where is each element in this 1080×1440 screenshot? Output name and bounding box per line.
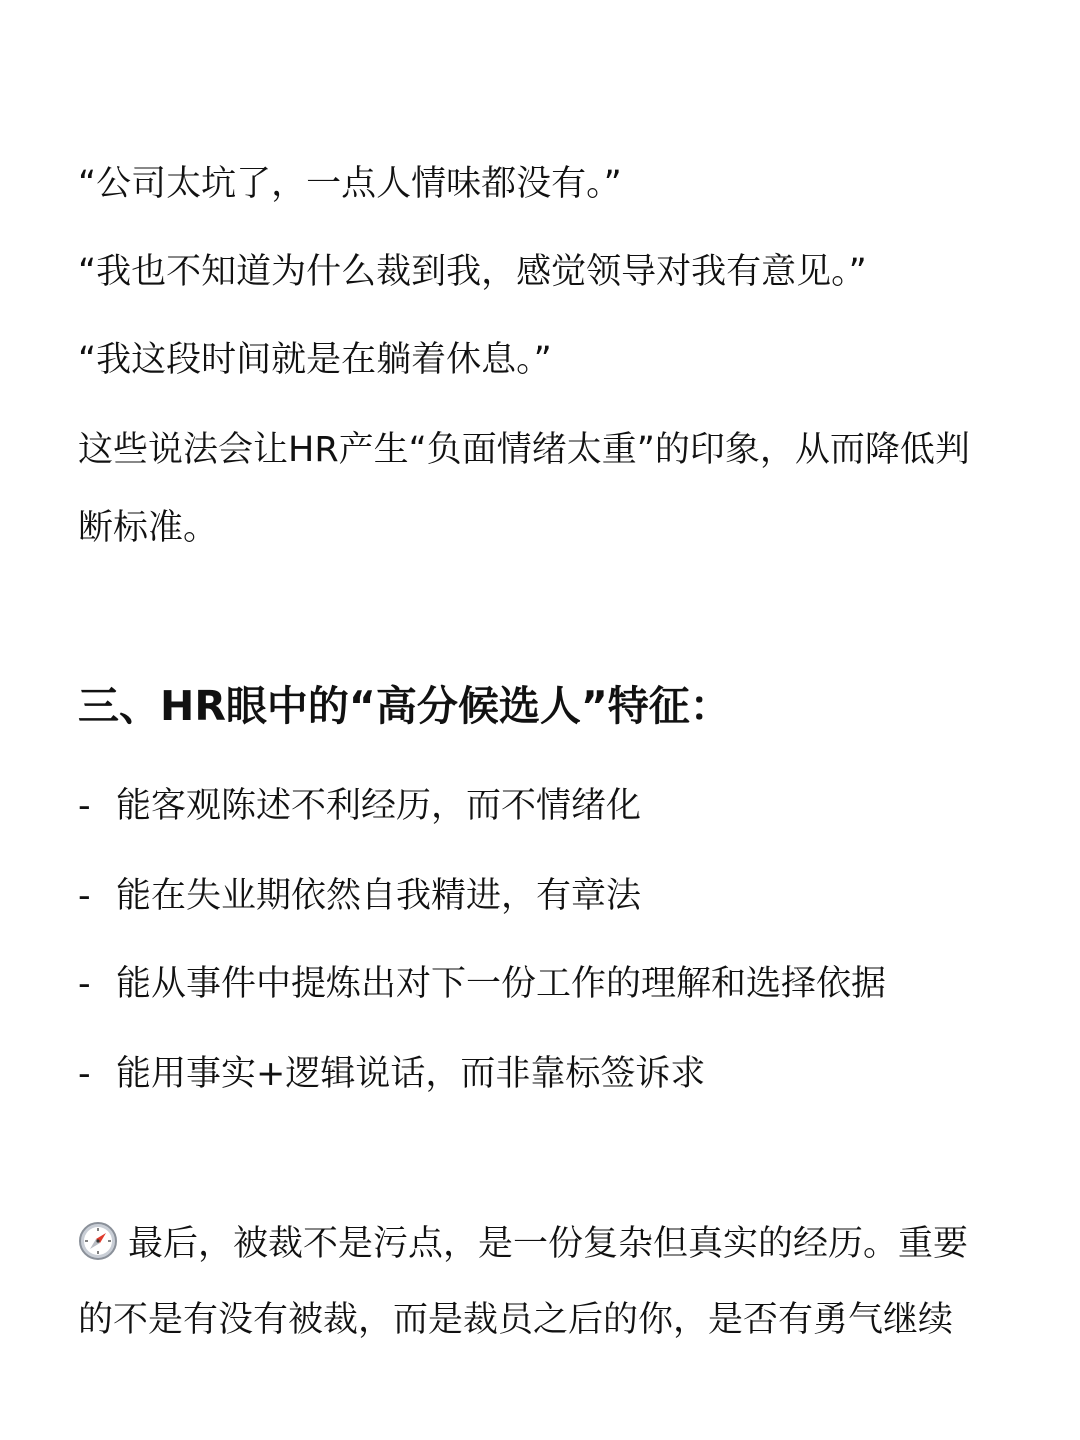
list-item bbox=[78, 874, 641, 918]
list-item-text: 能从事件中提炼出对下一份工作的理解和选择依据 bbox=[116, 964, 887, 1004]
list-item-text: 能用事实+逻辑说话，而非靠标签诉求 bbox=[116, 1054, 706, 1094]
compass-icon bbox=[78, 1221, 118, 1261]
list-item-text: 能在失业期依然自我精进，有章法 bbox=[116, 876, 642, 916]
quote-line-3: “我这段时间就是在躺着休息。” bbox=[78, 340, 552, 380]
quote-line-2: “我也不知道为什么裁到我，感觉领导对我有意见。” bbox=[78, 252, 867, 292]
closing-line-1 bbox=[78, 1222, 968, 1266]
note-line-1: 这些说法会让HR产生“负面情绪太重”的印象，从而降低判 bbox=[78, 430, 970, 470]
list-item bbox=[78, 1052, 705, 1096]
closing-line-2: 的不是有没有被裁，而是裁员之后的你，是否有勇气继续 bbox=[78, 1300, 954, 1340]
section-title: 三、HR眼中的“高分候选人”特征： bbox=[78, 682, 731, 730]
list-item-text: 能客观陈述不利经历，而不情绪化 bbox=[116, 786, 642, 826]
bullet-marker: - bbox=[78, 786, 91, 826]
bullet-marker: - bbox=[78, 1054, 91, 1094]
list-item bbox=[78, 962, 886, 1006]
bullet-marker: - bbox=[78, 876, 91, 916]
quote-line-1: “公司太坑了，一点人情味都没有。” bbox=[78, 164, 622, 204]
list-item bbox=[78, 784, 641, 828]
closing-text-1: 最后，被裁不是污点，是一份复杂但真实的经历。重要 bbox=[128, 1224, 969, 1264]
bullet-marker: - bbox=[78, 964, 91, 1004]
note-line-2: 断标准。 bbox=[78, 508, 219, 548]
